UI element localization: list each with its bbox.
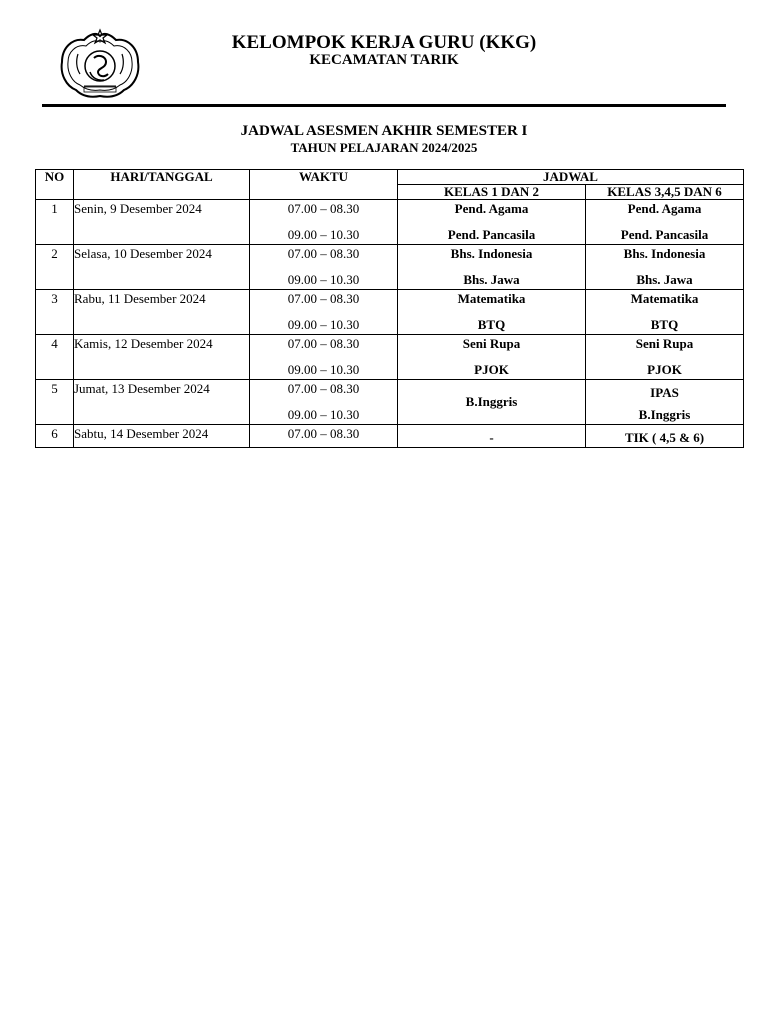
exam-schedule-table [35, 169, 744, 448]
subject: Seni Rupa [462, 336, 521, 351]
subject: - [489, 430, 494, 445]
row-time [250, 245, 398, 290]
table-row [36, 425, 744, 448]
subject: B.Inggris [638, 407, 691, 422]
header-schedule: JADWAL [398, 170, 744, 185]
time-slot: 07.00 – 08.30 [287, 381, 360, 396]
row-day-date: Sabtu, 14 Desember 2024 [74, 425, 250, 448]
subject: PJOK [474, 362, 509, 377]
table-row [36, 245, 744, 290]
subject: Bhs. Indonesia [623, 246, 706, 261]
subject: Pend. Agama [454, 201, 529, 216]
row-no: 1 [36, 200, 74, 245]
time-slot: 07.00 – 08.30 [287, 246, 360, 261]
subject: Pend. Agama [627, 201, 702, 216]
subject: TIK ( 4,5 & 6) [624, 430, 705, 445]
organization-subtitle: KECAMATAN TARIK [309, 52, 459, 68]
subject: Pend. Pancasila [447, 227, 536, 242]
header-day-date: HARI/TANGGAL [74, 170, 250, 200]
header-divider [42, 104, 726, 107]
row-day-date: Jumat, 13 Desember 2024 [74, 380, 250, 425]
row-class-3-6 [586, 380, 744, 425]
row-no: 6 [36, 425, 74, 448]
time-slot: 09.00 – 10.30 [287, 227, 360, 242]
time-slot: 09.00 – 10.30 [287, 407, 360, 422]
table-row [36, 380, 744, 425]
subject: Pend. Pancasila [620, 227, 709, 242]
header-class-1-2: KELAS 1 DAN 2 [398, 185, 586, 200]
time-slot: 07.00 – 08.30 [287, 291, 360, 306]
row-class-1-2 [398, 335, 586, 380]
row-class-1-2 [398, 380, 586, 425]
row-class-1-2 [398, 245, 586, 290]
table-row [36, 290, 744, 335]
row-day-date: Selasa, 10 Desember 2024 [74, 245, 250, 290]
subject: Matematika [457, 291, 526, 306]
subject: PJOK [647, 362, 682, 377]
time-slot: 09.00 – 10.30 [287, 317, 360, 332]
header-no: NO [36, 170, 74, 200]
time-slot: 09.00 – 10.30 [287, 272, 360, 287]
organization-title: KELOMPOK KERJA GURU (KKG) [231, 32, 537, 53]
header-time: WAKTU [250, 170, 398, 200]
time-slot: 09.00 – 10.30 [287, 362, 360, 377]
row-class-1-2 [398, 290, 586, 335]
subject: BTQ [650, 317, 679, 332]
subject: Seni Rupa [635, 336, 694, 351]
row-time [250, 425, 398, 448]
row-no: 2 [36, 245, 74, 290]
subject: B.Inggris [465, 394, 518, 409]
row-day-date: Kamis, 12 Desember 2024 [74, 335, 250, 380]
subject: BTQ [477, 317, 506, 332]
subject: IPAS [650, 385, 679, 400]
row-time [250, 290, 398, 335]
document-title: JADWAL ASESMEN AKHIR SEMESTER I [240, 123, 528, 139]
row-time [250, 335, 398, 380]
row-class-3-6 [586, 290, 744, 335]
subject: Bhs. Jawa [636, 272, 693, 287]
time-slot: 07.00 – 08.30 [287, 426, 360, 441]
table-row [36, 200, 744, 245]
row-day-date: Senin, 9 Desember 2024 [74, 200, 250, 245]
row-time [250, 380, 398, 425]
row-no: 4 [36, 335, 74, 380]
row-no: 5 [36, 380, 74, 425]
row-class-3-6 [586, 245, 744, 290]
header-class-3-6: KELAS 3,4,5 DAN 6 [586, 185, 744, 200]
row-class-1-2 [398, 200, 586, 245]
table-row [36, 335, 744, 380]
time-slot: 07.00 – 08.30 [287, 201, 360, 216]
subject: Matematika [630, 291, 699, 306]
row-class-3-6 [586, 425, 744, 448]
row-no: 3 [36, 290, 74, 335]
row-day-date: Rabu, 11 Desember 2024 [74, 290, 250, 335]
row-time [250, 200, 398, 245]
row-class-1-2 [398, 425, 586, 448]
time-slot: 07.00 – 08.30 [287, 336, 360, 351]
row-class-3-6 [586, 200, 744, 245]
row-class-3-6 [586, 335, 744, 380]
document-subtitle: TAHUN PELAJARAN 2024/2025 [290, 140, 478, 155]
subject: Bhs. Jawa [463, 272, 520, 287]
subject: Bhs. Indonesia [450, 246, 533, 261]
